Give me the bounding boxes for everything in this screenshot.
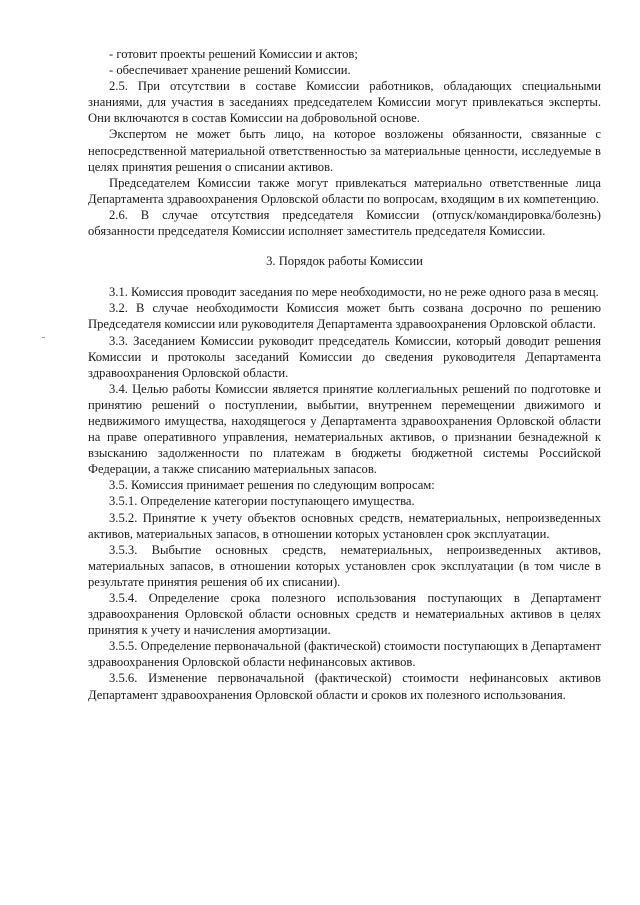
paragraph-2-6: 2.6. В случае отсутствия председателя Комиссии (отпуск/командировка/болезнь) обязанности председателя Комиссии исполняет заместитель председателя Комиссии. <box>88 207 601 239</box>
paragraph-3-5: 3.5. Комиссия принимает решения по следующим вопросам: <box>109 478 435 493</box>
paragraph-bullet-2: - обеспечивает хранение решений Комиссии. <box>109 63 351 78</box>
paragraph-3-1: 3.1. Комиссия проводит заседания по мере необходимости, но не реже одного раза в месяц. <box>109 285 599 300</box>
section-heading: 3. Порядок работы Комиссии <box>266 254 423 269</box>
scan-speck <box>42 337 45 338</box>
paragraph-chairman: Председателем Комиссии также могут привлекаться материально ответственные лица Департамента здравоохранения Орловской области по вопросам, входящим в их компетенцию. <box>88 175 601 206</box>
paragraph-3-3: 3.3. Заседанием Комиссии руководит председатель Комиссии, который доводит решения Комиссии и протоколы заседаний Комиссии до сведения руководителя Департамента здравоохранения Орловской области. <box>88 333 601 380</box>
document-body <box>88 46 601 703</box>
paragraph-2-5: 2.5. При отсутствии в составе Комиссии работников, обладающих специальными знаниями, для участия в заседаниях председателем Комиссии могут привлекаться эксперты. Они включаются в состав Комиссии на добровольной основе. <box>88 79 601 126</box>
paragraph-3-5-2: 3.5.2. Принятие к учету объектов основных средств, нематериальных, непроизведенных активов, материальных запасов, в отношении которых установлен срок эксплуатации. <box>88 510 601 541</box>
paragraph-3-5-6: 3.5.6. Изменение первоначальной (фактической) стоимости нефинансовых активов Департамент здравоохранения Орловской области и сроков их полезного использования. <box>88 671 601 702</box>
paragraph-3-2: 3.2. В случае необходимости Комиссия может быть созвана досрочно по решению Председателя комиссии или руководителя Департамента здравоохранения Орловской области. <box>88 301 601 332</box>
paragraph-3-5-1: 3.5.1. Определение категории поступающего имущества. <box>109 494 415 509</box>
paragraph-bullet-1: - готовит проекты решений Комиссии и актов; <box>109 47 358 61</box>
paragraph-3-5-4: 3.5.4. Определение срока полезного использования поступающих в Департамент здравоохранения Орловской области основных средств и нематериальных активов в целях принятия к учету и начисления амортизации. <box>88 591 601 638</box>
paragraph-expert: Экспертом не может быть лицо, на которое возложены обязанности, связанные с непосредственной материальной ответственностью за материальные ценности, исследуемые в целях принятия решения о списании активов. <box>88 127 601 174</box>
paragraph-3-4: 3.4. Целью работы Комиссии является принятие коллегиальных решений по подготовке и принятию решений о поступлении, выбытии, внутреннем перемещении движимого и недвижимого имущества, находящегося у Департамента здравоохранения Орловской области на праве оперативного управления, нематериальных активов, о признании безнадежной к взысканию задолженности по платежам в бюджеты бюджетной системы Российской Федерации, а также списанию материальных запасов. <box>88 381 601 477</box>
paragraph-3-5-5: 3.5.5. Определение первоначальной (фактической) стоимости поступающих в Департамент здравоохранения Орловской области нефинансовых активов. <box>88 639 601 670</box>
paragraph-3-5-3: 3.5.3. Выбытие основных средств, нематериальных, непроизведенных активов, материальных запасов, в отношении которых установлен срок эксплуатации (в том числе в результате принятия решения об их списании). <box>88 542 601 589</box>
